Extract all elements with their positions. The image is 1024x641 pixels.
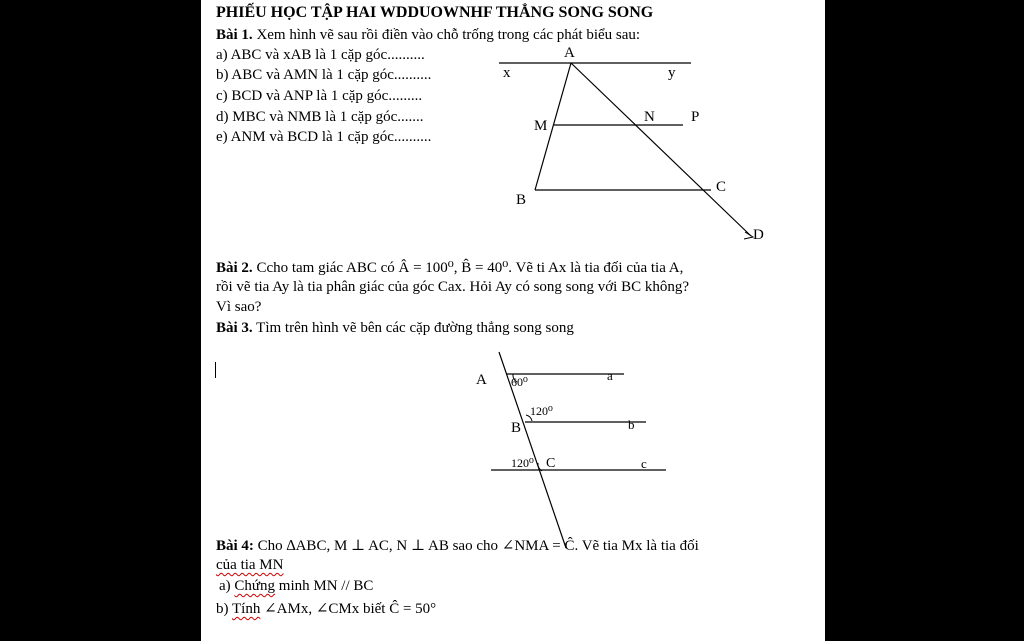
label-A: A bbox=[564, 45, 575, 61]
fig3-label-c: c bbox=[641, 456, 647, 471]
label-D: D bbox=[753, 227, 764, 243]
fig3-label-C: C bbox=[546, 456, 556, 471]
bai4-item-b-word: Tính bbox=[231, 601, 261, 617]
label-y: y bbox=[668, 65, 676, 81]
worksheet-page bbox=[201, 0, 825, 641]
transversal-line bbox=[499, 352, 566, 548]
bai2-text-1: Ccho tam giác ABC có Â = 100⁰, B̂ = 40⁰. Vẽ ti Ax là tia đối của tia A, bbox=[256, 260, 684, 276]
bai3-text: Tìm trên hình vẽ bên các cặp đường thẳng song song bbox=[256, 320, 574, 336]
label-x: x bbox=[503, 65, 511, 81]
bai3-label: Bài 3. bbox=[216, 320, 253, 336]
fig3-label-B: B bbox=[511, 420, 522, 436]
bai4-item-a bbox=[219, 577, 373, 595]
label-B: B bbox=[516, 192, 527, 208]
bai4-text-2: của tia MN bbox=[216, 557, 284, 573]
fig3-label-b: b bbox=[628, 417, 635, 432]
bai1-label: Bài 1. bbox=[216, 27, 253, 43]
bai4-line1 bbox=[216, 537, 699, 555]
fig3-label-A: A bbox=[476, 372, 487, 388]
bai4-item-b-rest: ∠AMx, ∠CMx biết Ĉ = 50° bbox=[260, 601, 437, 617]
label-M: M bbox=[534, 118, 548, 134]
fig3-angle-B: 120⁰ bbox=[530, 404, 553, 418]
bai2-line3: Vì sao? bbox=[216, 299, 262, 315]
label-C: C bbox=[716, 179, 727, 195]
bai1-item-b: b) ABC và AMN là 1 cặp góc.......... bbox=[216, 67, 432, 83]
bai4-item-a-prefix: a) bbox=[219, 578, 235, 594]
bai1-item-e: e) ANM và BCD là 1 cặp góc.......... bbox=[216, 129, 432, 145]
bai2-label: Bài 2. bbox=[216, 260, 253, 276]
bai2-line2: rồi vẽ tia Ay là tia phân giác của góc Cax. Hỏi Ay có song song với BC không? bbox=[216, 279, 690, 295]
bai1-item-a: a) ABC và xAB là 1 cặp góc.......... bbox=[216, 47, 425, 63]
bai1-item-d: d) MBC và NMB là 1 cặp góc....... bbox=[216, 109, 424, 125]
fig3-angle-A: 60⁰ bbox=[511, 375, 528, 389]
bai4-line2 bbox=[216, 556, 283, 574]
label-N: N bbox=[644, 109, 655, 125]
bai4-item-b bbox=[216, 600, 436, 618]
bai4-item-a-word: Chứng bbox=[234, 578, 276, 594]
page-title: PHIẾU HỌC TẬP HAI WDDUOWNHF THẲNG SONG SONG bbox=[216, 4, 654, 21]
bai4-text-1: Cho ∆ABC, M ⊥ AC, N ⊥ AB sao cho ∠NMA = Ĉ. Vẽ tia Mx là tia đối bbox=[257, 538, 699, 554]
bai1-item-c: c) BCD và ANP là 1 cặp góc......... bbox=[216, 88, 423, 104]
fig3-label-a: a bbox=[607, 368, 613, 383]
fig3-angle-C: 120⁰ bbox=[511, 456, 534, 470]
bai1-text: Xem hình vẽ sau rồi điền vào chỗ trống trong các phát biểu sau: bbox=[256, 27, 641, 43]
bai4-label: Bài 4: bbox=[216, 538, 254, 554]
label-P: P bbox=[691, 109, 700, 125]
bai4-item-b-prefix: b) bbox=[216, 601, 232, 617]
bai4-item-a-rest: minh MN // BC bbox=[275, 578, 374, 594]
